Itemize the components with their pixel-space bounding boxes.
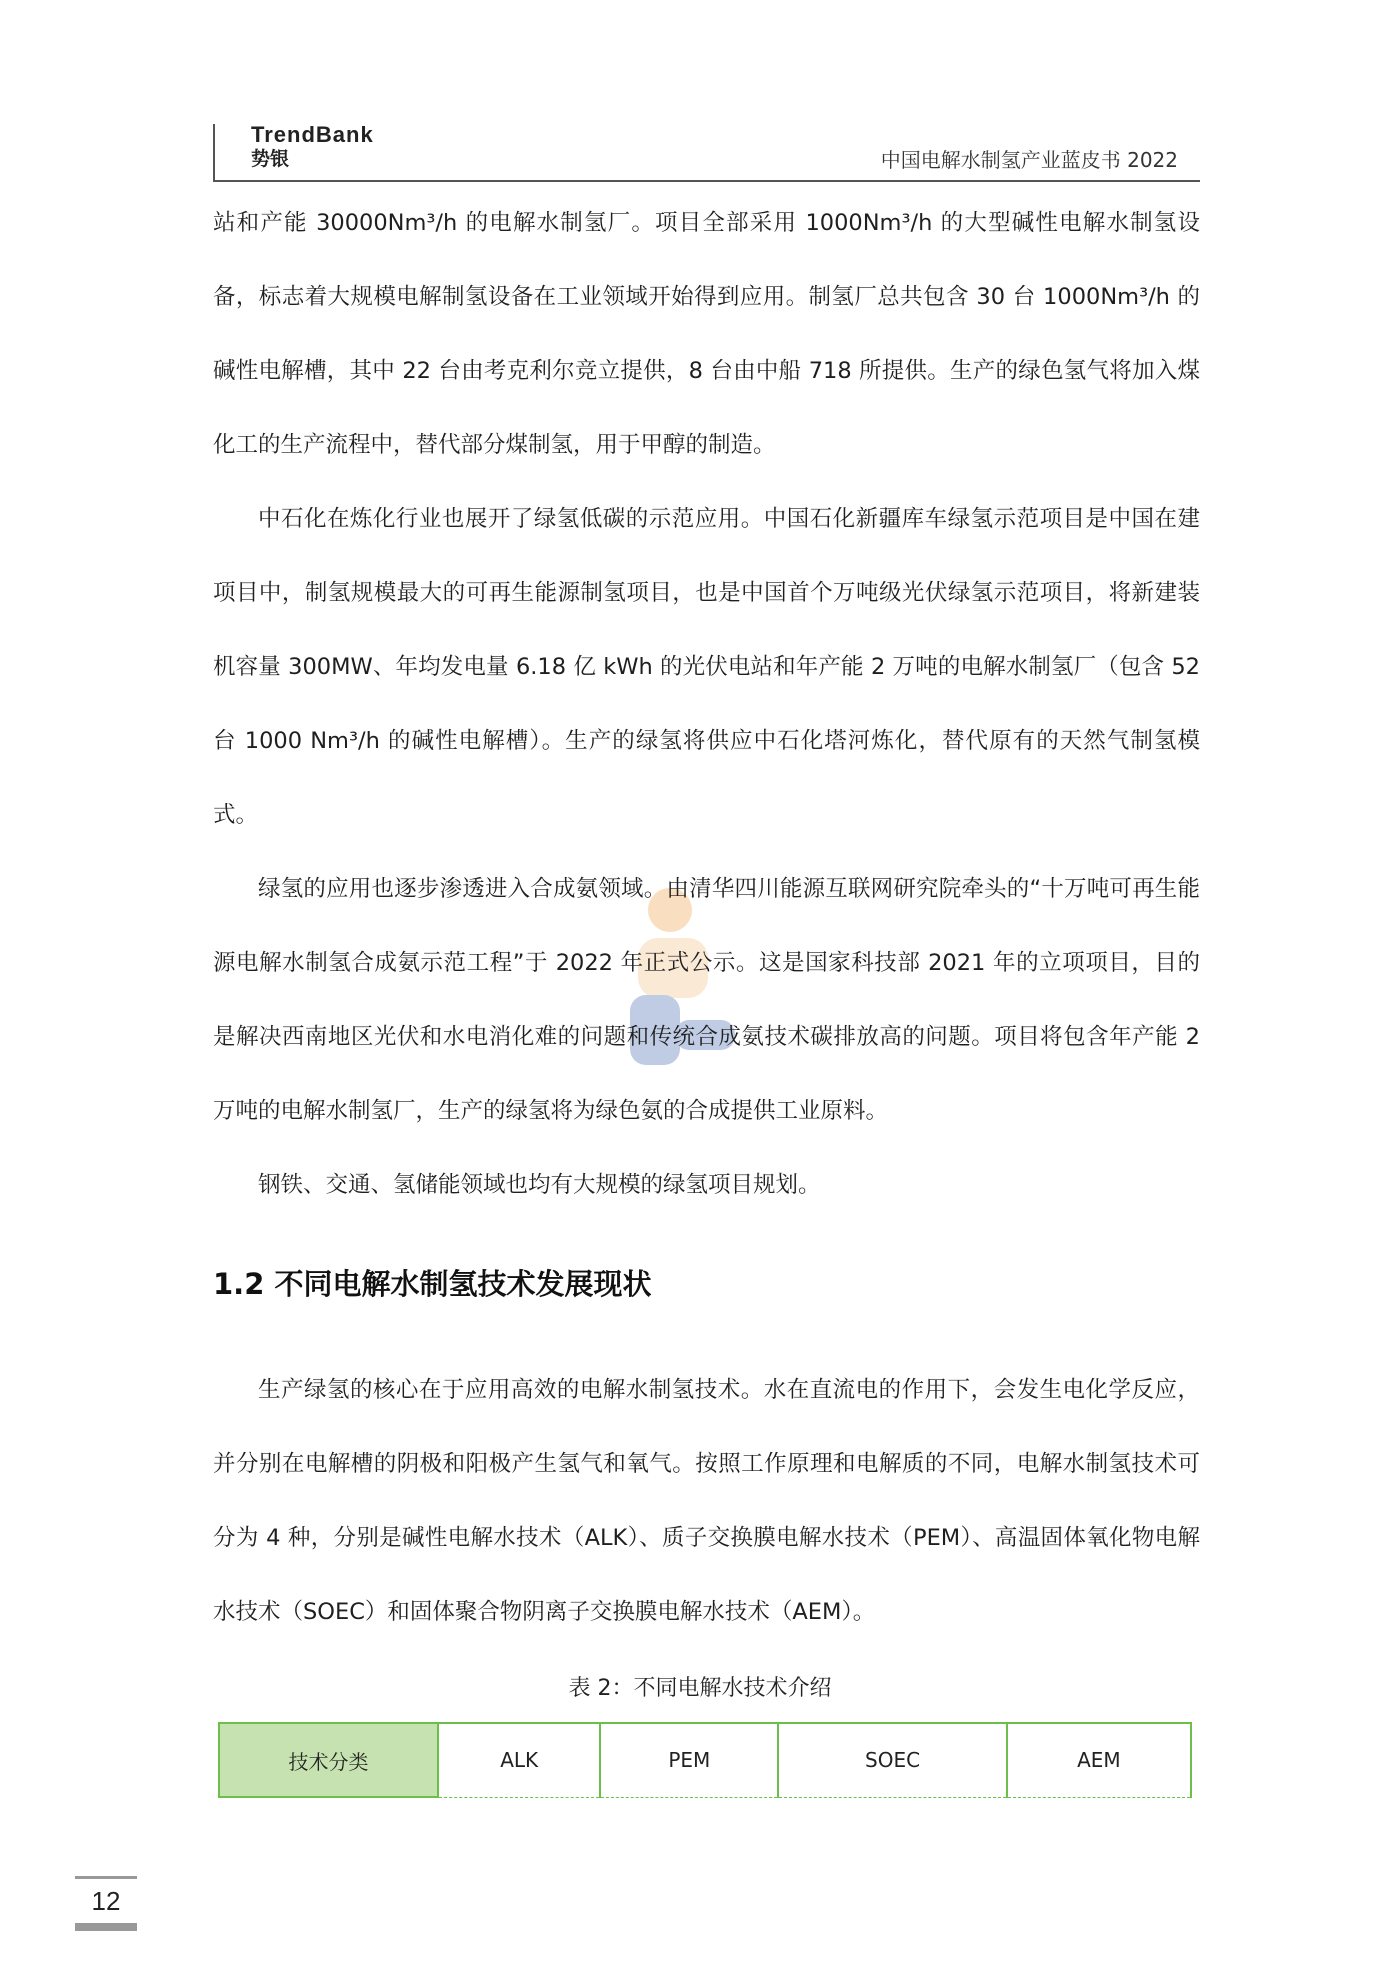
section-body: [213, 1353, 1200, 1649]
logo-text-cn: 势银: [251, 148, 290, 170]
page-number-block: [75, 1876, 137, 1931]
trendbank-logo: [251, 122, 374, 170]
technology-table: [218, 1722, 1192, 1798]
page-number: 12: [91, 1886, 121, 1916]
table-cell-alk: ALK: [438, 1723, 600, 1797]
table-row: [219, 1723, 1191, 1797]
table-header-cell: 技术分类: [219, 1723, 438, 1797]
body-paragraphs: [213, 186, 1200, 1222]
header-vertical-rule: [213, 124, 215, 180]
section-paragraph: 生产绿氢的核心在于应用高效的电解水制氢技术。水在直流电的作用下，会发生电化学反应，并分别在电解槽的阴极和阳极产生氢气和氧气。按照工作原理和电解质的不同，电解水制氢技术可分为 4 种，分别是碱性电解水技术（ALK）、质子交换膜电解水技术（PEM）、高温固体氧化物电解水技术（SOEC）和固体聚合物阴离子交换膜电解水技术（AEM）。: [213, 1377, 1200, 1625]
page-header: [213, 122, 1200, 184]
header-divider: [213, 180, 1200, 182]
table-cell-pem: PEM: [600, 1723, 778, 1797]
document-title: 中国电解水制氢产业蓝皮书 2022: [880, 148, 1178, 172]
paragraph-1: 站和产能 30000Nm³/h 的电解水制氢厂。项目全部采用 1000Nm³/h 的大型碱性电解水制氢设备，标志着大规模电解制氢设备在工业领域开始得到应用。制氢厂总共包含 30 台 1000Nm³/h 的碱性电解槽，其中 22 台由考克利尔竞立提供，8 台由中船 718 所提供。生产的绿色氢气将加入煤化工的生产流程中，替代部分煤制氢，用于甲醇的制造。: [213, 210, 1200, 458]
page-number-bottom-bar: [75, 1923, 137, 1931]
table-cell-aem: AEM: [1007, 1723, 1191, 1797]
paragraph-4: 钢铁、交通、氢储能领域也均有大规模的绿氢项目规划。: [258, 1172, 821, 1198]
paragraph-2: 中石化在炼化行业也展开了绿氢低碳的示范应用。中国石化新疆库车绿氢示范项目是中国在建项目中，制氢规模最大的可再生能源制氢项目，也是中国首个万吨级光伏绿氢示范项目，将新建装机容量 300MW、年均发电量 6.18 亿 kWh 的光伏电站和年产能 2 万吨的电解水制氢厂（包含 52 台 1000 Nm³/h 的碱性电解槽）。生产的绿氢将供应中石化塔河炼化，替代原有的天然气制氢模式。: [213, 506, 1200, 828]
paragraph-3: 绿氢的应用也逐步渗透进入合成氨领域。由清华四川能源互联网研究院牵头的“十万吨可再生能源电解水制氢合成氨示范工程”于 2022 年正式公示。这是国家科技部 2021 年的立项项目，目的是解决西南地区光伏和水电消化难的问题和传统合成氨技术碳排放高的问题。项目将包含年产能 2 万吨的电解水制氢厂，生产的绿氢将为绿色氨的合成提供工业原料。: [213, 876, 1200, 1124]
section-heading: 1.2 不同电解水制氢技术发展现状: [213, 1267, 652, 1301]
table-caption: 表 2：不同电解水技术介绍: [568, 1676, 832, 1701]
logo-text-en: TrendBank: [251, 122, 374, 147]
table-cell-soec: SOEC: [778, 1723, 1007, 1797]
